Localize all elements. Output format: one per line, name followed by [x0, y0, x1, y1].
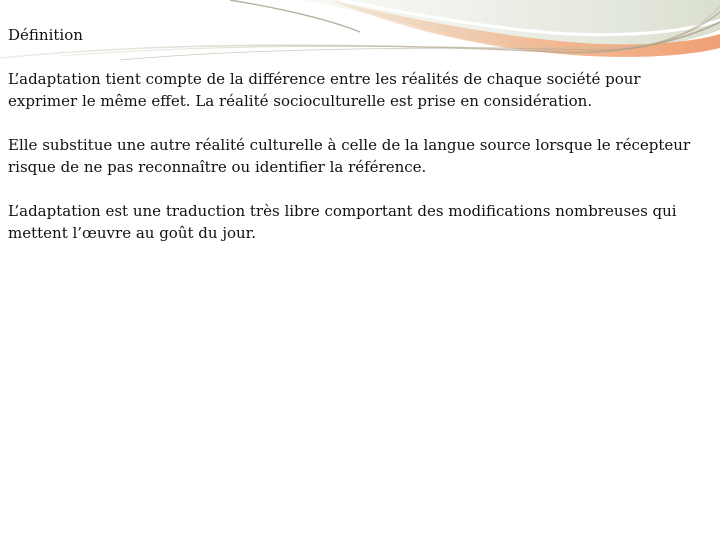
- paragraph-2: Elle substitue une autre réalité culturelle à celle de la langue source lorsque le récepteur risque de ne pas reconnaître ou identifier la référence.: [8, 136, 691, 176]
- slide-body: [8, 24, 713, 266]
- paragraph-3: L’adaptation est une traduction très libre comportant des modifications nombreuses qui mettent l’œuvre au goût du jour.: [8, 202, 677, 242]
- paragraph-1: L’adaptation tient compte de la différence entre les réalités de chaque société pour exprimer le même effet. La réalité socioculturelle est prise en considération.: [8, 70, 641, 110]
- slide-title: Définition: [8, 26, 83, 44]
